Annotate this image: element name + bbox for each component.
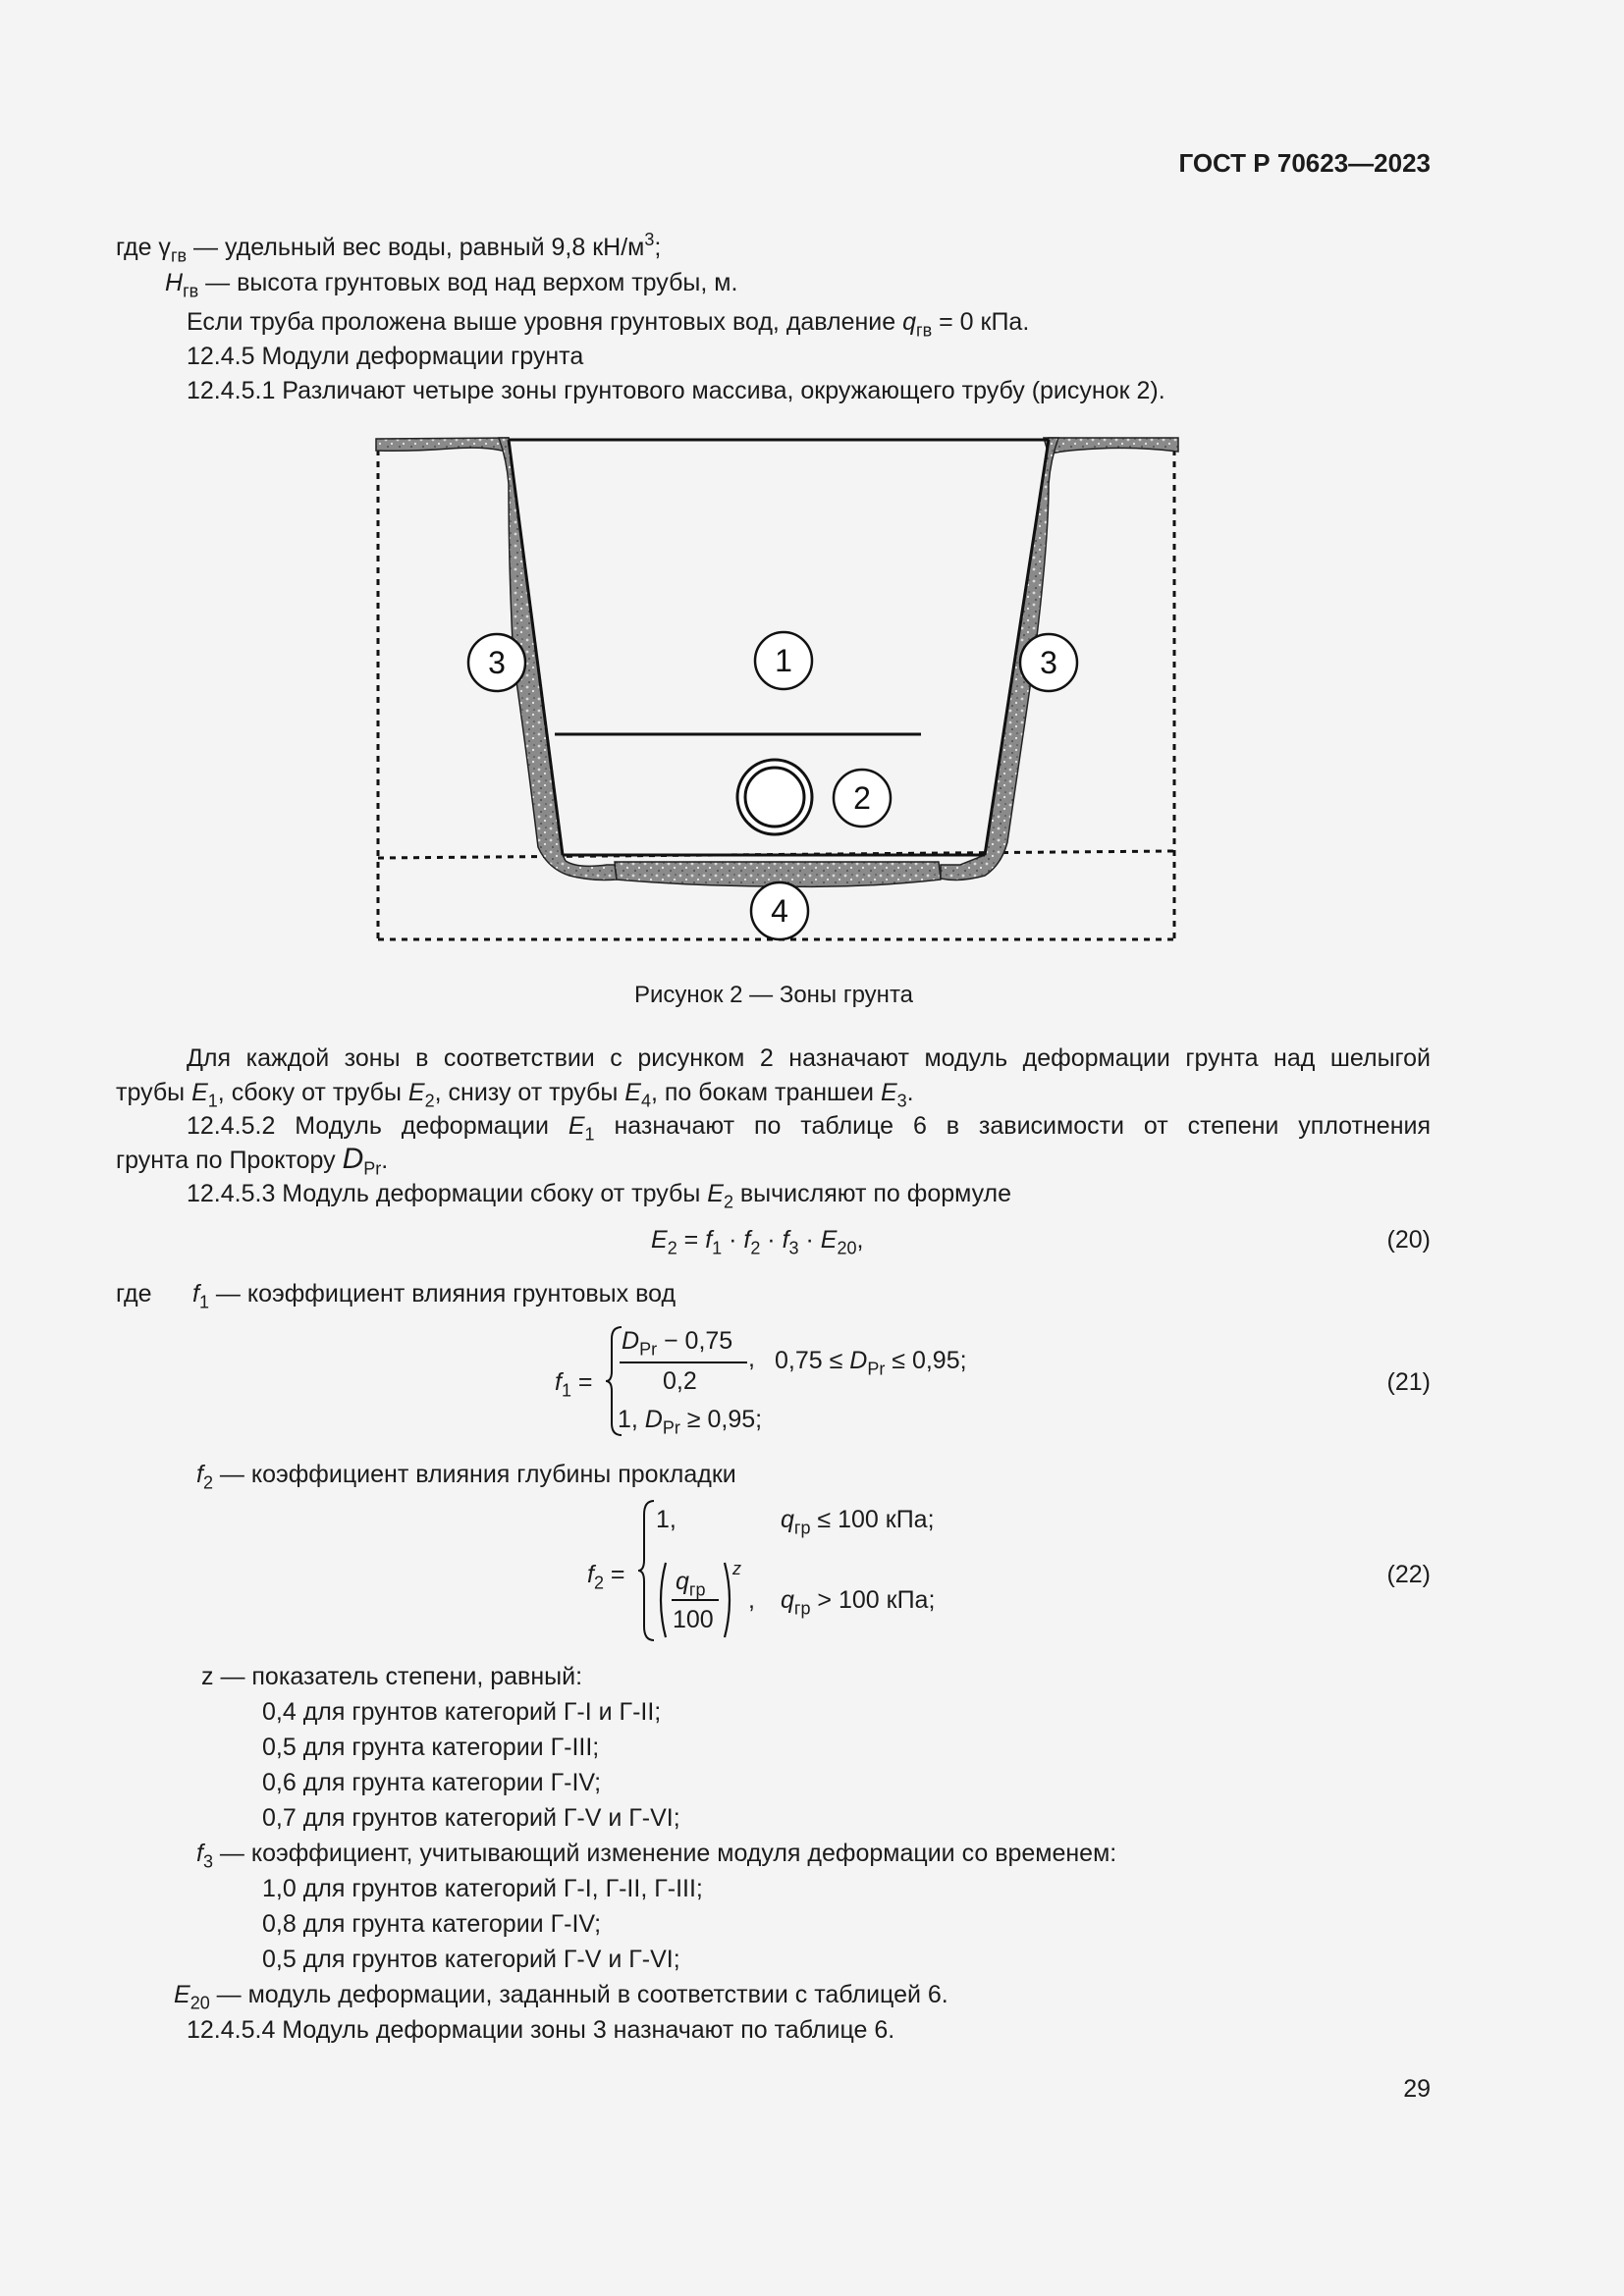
f1-definition-where: где bbox=[116, 1280, 152, 1308]
section-12-4-5-1-text: 12.4.5.1 Различают четыре зоны грунтового массива, окружающего трубу (рисунок 2). bbox=[187, 377, 1165, 404]
e20-definition: $E_{20}$ — модуль деформации, заданный в соответствии с таблицей 6. bbox=[174, 1981, 948, 2013]
pipe-above-groundwater-text: Если труба проложена выше уровня грунтовых вод, давление $q_{гв} = 0$ кПа. bbox=[187, 308, 1030, 341]
svg-text:3: 3 bbox=[488, 645, 506, 680]
svg-text:1: 1 bbox=[775, 643, 792, 678]
f3-value-item: 0,5 для грунтов категорий Г-V и Г-VI; bbox=[262, 1946, 680, 1973]
section-12-4-5-3-text: 12.4.5.3 Модуль деформации сбоку от трубы $E_2$ вычисляют по формуле bbox=[187, 1180, 1012, 1212]
f3-definition: $f_3$ — коэффициент, учитывающий изменение модуля деформации со временем: bbox=[196, 1840, 1117, 1872]
z-value-item: 0,5 для грунта категории Г-III; bbox=[262, 1734, 600, 1761]
fraction-bar-eq21 bbox=[620, 1362, 747, 1363]
page-number: 29 bbox=[1403, 2075, 1431, 2103]
section-12-4-5-2-line2: грунта по Проктору $D_{Pr}$. bbox=[116, 1143, 389, 1179]
f1-definition: $f_1$ — коэффициент влияния грунтовых вод bbox=[192, 1280, 677, 1312]
section-12-4-5-heading: 12.4.5 Модули деформации грунта bbox=[187, 343, 584, 370]
z-value-item: 0,6 для грунта категории Г-IV; bbox=[262, 1769, 602, 1796]
h-definition: $H_{гв}$ — высота грунтовых вод над верхом трубы, м. bbox=[165, 269, 738, 301]
f3-value-item: 0,8 для грунта категории Г-IV; bbox=[262, 1910, 602, 1938]
document-code: ГОСТ Р 70623—2023 bbox=[1178, 148, 1431, 178]
z-definition: z — показатель степени, равный: bbox=[201, 1663, 583, 1690]
zone-marker-1 bbox=[755, 632, 812, 689]
zone-marker-3-right bbox=[1020, 634, 1077, 691]
z-value-item: 0,7 для грунтов категорий Г-V и Г-VI; bbox=[262, 1804, 680, 1832]
section-12-4-5-2-line1: 12.4.5.2 Модуль деформации $E_1$ назначают по таблице 6 в зависимости от степени уплотнения bbox=[187, 1112, 1432, 1145]
equation-21-number: (21) bbox=[1386, 1368, 1431, 1396]
gamma-definition: где $\gamma_{гв}$ — удельный вес воды, равный 9,8 $кН/м^3$; bbox=[116, 230, 662, 266]
svg-text:2: 2 bbox=[853, 780, 871, 816]
equation-22-number: (22) bbox=[1386, 1561, 1431, 1588]
zones-paragraph-line1: Для каждой зоны в соответствии с рисунком 2 назначают модуль деформации грунта над шелыгой bbox=[187, 1044, 1431, 1072]
ground-surface-band bbox=[376, 438, 509, 453]
svg-text:3: 3 bbox=[1040, 645, 1057, 680]
figure-caption: Рисунок 2 — Зоны грунта bbox=[633, 982, 914, 1008]
zone-marker-2 bbox=[834, 770, 891, 827]
equation-20: $E_2 = f_1 \cdot f_2 \cdot f_3 \cdot E_{20}$, bbox=[651, 1226, 864, 1258]
section-12-4-5-4-text: 12.4.5.4 Модуль деформации зоны 3 назначают по таблице 6. bbox=[187, 2016, 895, 2044]
zone-marker-3-left bbox=[468, 634, 525, 691]
f3-value-item: 1,0 для грунтов категорий Г-I, Г-II, Г-III; bbox=[262, 1875, 703, 1902]
pipe bbox=[737, 760, 812, 834]
f2-definition: $f_2$ — коэффициент влияния глубины прокладки bbox=[196, 1461, 736, 1493]
zones-paragraph-line2: трубы $E_1$, сбоку от трубы $E_2$, снизу от трубы $E_4$, по бокам траншеи $E_3$. bbox=[116, 1079, 914, 1111]
svg-text:4: 4 bbox=[771, 893, 788, 929]
soil-zones-figure bbox=[371, 425, 1186, 955]
zone-marker-4 bbox=[751, 882, 808, 939]
equation-20-number: (20) bbox=[1386, 1226, 1431, 1254]
z-value-item: 0,4 для грунтов категорий Г-I и Г-II; bbox=[262, 1698, 662, 1726]
